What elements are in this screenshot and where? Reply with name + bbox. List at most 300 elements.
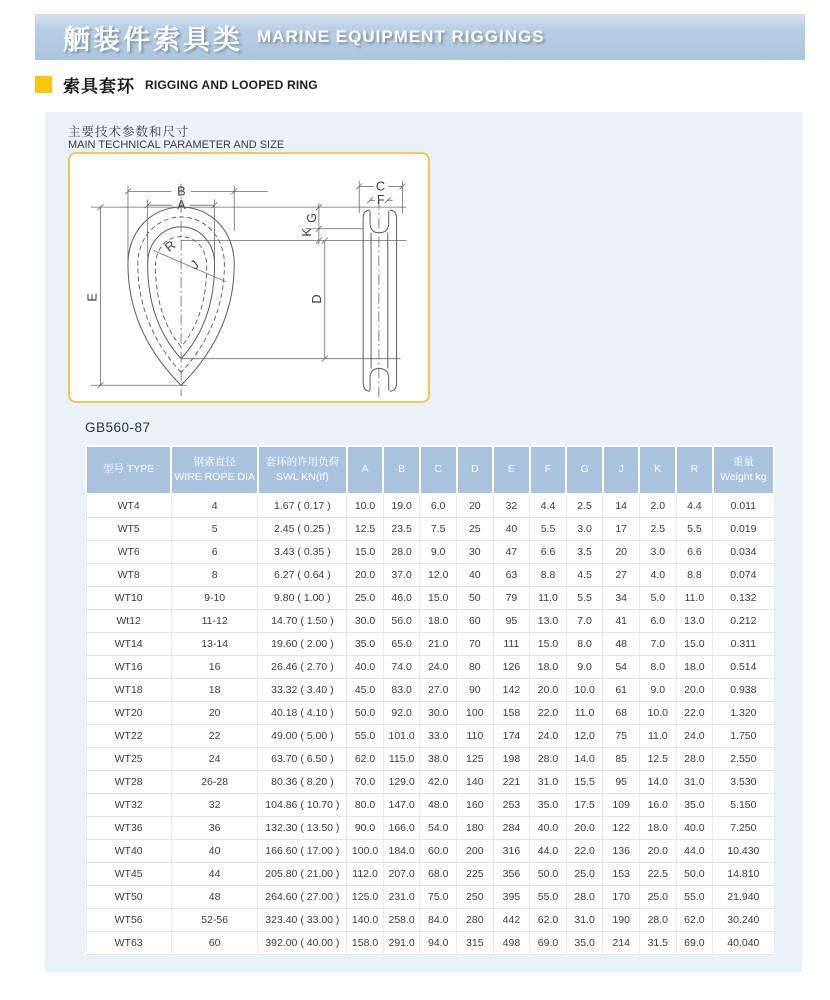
table-cell: WT14 [86, 632, 171, 655]
table-cell: 19.60 ( 2.00 ) [258, 632, 347, 655]
table-cell: 160 [457, 793, 494, 816]
table-cell: 80.36 ( 8.20 ) [258, 770, 347, 793]
table-cell: 20 [171, 701, 258, 724]
table-cell: 264.60 ( 27.00 ) [258, 885, 347, 908]
table-cell: 25.0 [347, 586, 384, 609]
table-cell: 205.80 ( 21.00 ) [258, 862, 347, 885]
table-cell: 20.0 [676, 678, 713, 701]
table-cell: WT45 [86, 862, 171, 885]
table-cell: 32 [171, 793, 258, 816]
column-header: J [603, 446, 640, 494]
dim-label-J: J [187, 256, 202, 273]
table-cell: 170 [603, 885, 640, 908]
table-cell: 68 [603, 701, 640, 724]
table-cell: 3.0 [566, 517, 603, 540]
table-cell: 44 [171, 862, 258, 885]
table-cell: 15.0 [530, 632, 567, 655]
table-cell: WT16 [86, 655, 171, 678]
table-cell: 12.5 [347, 517, 384, 540]
table-cell: 104.86 ( 10.70 ) [258, 793, 347, 816]
table-cell: 50.0 [347, 701, 384, 724]
table-cell: 253 [493, 793, 530, 816]
table-row [86, 862, 774, 885]
table-cell: 7.0 [566, 609, 603, 632]
table-cell: 26.46 ( 2.70 ) [258, 655, 347, 678]
table-cell: 80 [457, 655, 494, 678]
table-cell: 12.5 [639, 747, 676, 770]
table-cell: 18.0 [420, 609, 457, 632]
table-cell: 20.0 [347, 563, 384, 586]
table-cell: 4.5 [566, 563, 603, 586]
table-cell: 62.0 [530, 908, 567, 931]
column-header: C [420, 446, 457, 494]
table-cell: 56.0 [383, 609, 420, 632]
table-cell: 24.0 [420, 655, 457, 678]
table-cell: 5.0 [639, 586, 676, 609]
column-header: G [566, 446, 603, 494]
table-cell: 6 [171, 540, 258, 563]
table-cell: 22 [171, 724, 258, 747]
column-header: F [530, 446, 567, 494]
table-cell: 55.0 [676, 885, 713, 908]
table-cell: 184.0 [383, 839, 420, 862]
table-cell: WT56 [86, 908, 171, 931]
table-cell: 158.0 [347, 931, 384, 954]
table-cell: 10.0 [639, 701, 676, 724]
table-cell: 16.0 [639, 793, 676, 816]
table-cell: 7.5 [420, 517, 457, 540]
table-cell: 9.0 [420, 540, 457, 563]
table-cell: 142 [493, 678, 530, 701]
yellow-bullet-icon [35, 76, 52, 93]
column-header: E [493, 446, 530, 494]
table-cell: 14 [603, 494, 640, 517]
table-cell: 44.0 [676, 839, 713, 862]
table-cell: 3.5 [566, 540, 603, 563]
table-cell: 7.0 [639, 632, 676, 655]
table-cell: 85 [603, 747, 640, 770]
table-cell: 28.0 [566, 885, 603, 908]
table-cell: 40.0 [676, 816, 713, 839]
table-cell: 95 [493, 609, 530, 632]
table-cell: 94.0 [420, 931, 457, 954]
table-cell: 0.034 [713, 540, 774, 563]
table-cell: 0.132 [713, 586, 774, 609]
table-cell: 21.940 [713, 885, 774, 908]
table-cell: 132.30 ( 13.50 ) [258, 816, 347, 839]
table-row [86, 540, 774, 563]
thimble-drawing [70, 154, 428, 401]
table-cell: 5.5 [530, 517, 567, 540]
table-cell: 2.550 [713, 747, 774, 770]
table-cell: 6.0 [420, 494, 457, 517]
dim-label-G: G [303, 212, 319, 223]
column-header: B [383, 446, 420, 494]
table-cell: 19.0 [383, 494, 420, 517]
table-cell: 153 [603, 862, 640, 885]
table-cell: WT50 [86, 885, 171, 908]
table-cell: 250 [457, 885, 494, 908]
table-cell: 55.0 [530, 885, 567, 908]
table-cell: 11.0 [566, 701, 603, 724]
table-cell: 101.0 [383, 724, 420, 747]
table-row [86, 747, 774, 770]
table-row [86, 908, 774, 931]
table-cell: 25 [457, 517, 494, 540]
table-cell: 54.0 [420, 816, 457, 839]
table-cell: 9-10 [171, 586, 258, 609]
table-cell: 225 [457, 862, 494, 885]
table-row [86, 701, 774, 724]
table-cell: 13-14 [171, 632, 258, 655]
table-cell: 42.0 [420, 770, 457, 793]
table-cell: WT18 [86, 678, 171, 701]
table-cell: 14.0 [566, 747, 603, 770]
table-cell: 280 [457, 908, 494, 931]
table-cell: 20.0 [530, 678, 567, 701]
table-row [86, 816, 774, 839]
section-heading [35, 72, 318, 97]
table-cell: 115.0 [383, 747, 420, 770]
table-cell: 221 [493, 770, 530, 793]
table-cell: 35.0 [566, 931, 603, 954]
table-cell: 70.0 [347, 770, 384, 793]
table-cell: 40 [457, 563, 494, 586]
table-cell: 24.0 [676, 724, 713, 747]
table-cell: 31.0 [676, 770, 713, 793]
table-cell: 18.0 [639, 816, 676, 839]
table-cell: 5 [171, 517, 258, 540]
table-row [86, 494, 774, 517]
table-cell: 20 [603, 540, 640, 563]
column-header: R [676, 446, 713, 494]
dim-label-D: D [308, 294, 324, 304]
table-cell: 32 [493, 494, 530, 517]
table-cell: 54 [603, 655, 640, 678]
table-cell: 35.0 [530, 793, 567, 816]
table-cell: 23.5 [383, 517, 420, 540]
table-cell: 1.750 [713, 724, 774, 747]
table-cell: 8.0 [566, 632, 603, 655]
table-cell: 48 [603, 632, 640, 655]
table-cell: 31.5 [639, 931, 676, 954]
table-cell: 3.530 [713, 770, 774, 793]
table-cell: 47 [493, 540, 530, 563]
table-cell: 190 [603, 908, 640, 931]
table-cell: 41 [603, 609, 640, 632]
table-cell: 9.0 [639, 678, 676, 701]
table-cell: 356 [493, 862, 530, 885]
table-cell: 84.0 [420, 908, 457, 931]
table-cell: 60.0 [420, 839, 457, 862]
table-row [86, 632, 774, 655]
table-cell: 442 [493, 908, 530, 931]
table-cell: 174 [493, 724, 530, 747]
table-cell: 40 [493, 517, 530, 540]
table-cell: 0.311 [713, 632, 774, 655]
table-cell: 14.0 [639, 770, 676, 793]
table-cell: 11.0 [530, 586, 567, 609]
table-cell: 109 [603, 793, 640, 816]
table-cell: 69.0 [530, 931, 567, 954]
table-cell: 79 [493, 586, 530, 609]
table-cell: 22.0 [530, 701, 567, 724]
table-cell: 0.938 [713, 678, 774, 701]
table-cell: 125 [457, 747, 494, 770]
table-row [86, 609, 774, 632]
table-cell: 20.0 [566, 816, 603, 839]
table-cell: 4.4 [676, 494, 713, 517]
table-cell: WT6 [86, 540, 171, 563]
standard-code: GB560-87 [85, 420, 151, 435]
table-cell: 0.074 [713, 563, 774, 586]
table-row [86, 655, 774, 678]
table-cell: 14.70 ( 1.50 ) [258, 609, 347, 632]
table-cell: 24.0 [530, 724, 567, 747]
table-cell: 48 [171, 885, 258, 908]
banner-title-zh: 舾装件索具类 [63, 24, 243, 55]
table-cell: 136 [603, 839, 640, 862]
table-cell: 392.00 ( 40.00 ) [258, 931, 347, 954]
table-cell: 62.0 [676, 908, 713, 931]
table-cell: 0.011 [713, 494, 774, 517]
table-row [86, 563, 774, 586]
table-cell: 28.0 [676, 747, 713, 770]
dim-label-E: E [84, 293, 100, 302]
table-cell: 8.8 [676, 563, 713, 586]
subtitle-en: MAIN TECHNICAL PARAMETER AND SIZE [68, 139, 285, 151]
table-row [86, 724, 774, 747]
table-cell: 0.514 [713, 655, 774, 678]
table-cell: 6.0 [639, 609, 676, 632]
table-cell: 15.0 [676, 632, 713, 655]
table-cell: 15.0 [347, 540, 384, 563]
table-cell: 34 [603, 586, 640, 609]
table-cell: 323.40 ( 33.00 ) [258, 908, 347, 931]
table-cell: 125.0 [347, 885, 384, 908]
table-cell: 4.4 [530, 494, 567, 517]
table-cell: 8.8 [530, 563, 567, 586]
section-title-en: RIGGING AND LOOPED RING [145, 77, 318, 92]
table-cell: 122 [603, 816, 640, 839]
table-cell: 3.43 ( 0.35 ) [258, 540, 347, 563]
table-header-row [86, 446, 774, 494]
table-cell: 28.0 [530, 747, 567, 770]
table-cell: 90 [457, 678, 494, 701]
table-row [86, 678, 774, 701]
table-row [86, 885, 774, 908]
table-cell: 258.0 [383, 908, 420, 931]
table-cell: 231.0 [383, 885, 420, 908]
table-cell: 68.0 [420, 862, 457, 885]
table-cell: 60 [171, 931, 258, 954]
table-cell: WT5 [86, 517, 171, 540]
table-cell: 284 [493, 816, 530, 839]
table-cell: 62.0 [347, 747, 384, 770]
table-row [86, 793, 774, 816]
dim-label-R: R [161, 237, 179, 255]
table-cell: 30.0 [420, 701, 457, 724]
table-cell: WT25 [86, 747, 171, 770]
table-cell: 214 [603, 931, 640, 954]
table-cell: 50.0 [530, 862, 567, 885]
table-cell: 5.150 [713, 793, 774, 816]
table-cell: 44.0 [530, 839, 567, 862]
table-cell: 18 [171, 678, 258, 701]
table-row [86, 517, 774, 540]
table-cell: 15.0 [420, 586, 457, 609]
table-cell: 110 [457, 724, 494, 747]
table-cell: 11.0 [639, 724, 676, 747]
table-cell: 55.0 [347, 724, 384, 747]
table-cell: 30.0 [347, 609, 384, 632]
table-cell: 8.0 [639, 655, 676, 678]
table-cell: 46.0 [383, 586, 420, 609]
table-cell: 13.0 [530, 609, 567, 632]
table-cell: 3.0 [639, 540, 676, 563]
table-cell: 11-12 [171, 609, 258, 632]
table-cell: 2.45 ( 0.25 ) [258, 517, 347, 540]
table-cell: WT36 [86, 816, 171, 839]
column-header: K [639, 446, 676, 494]
banner-title-en: MARINE EQUIPMENT RIGGINGS [257, 27, 545, 46]
table-cell: WT40 [86, 839, 171, 862]
table-cell: 35.0 [347, 632, 384, 655]
table-cell: 6.6 [530, 540, 567, 563]
column-header: A [347, 446, 384, 494]
table-cell: WT63 [86, 931, 171, 954]
dim-label-C: C [375, 178, 386, 194]
dim-label-B: B [177, 183, 186, 199]
table-cell: Wt12 [86, 609, 171, 632]
table-cell: 316 [493, 839, 530, 862]
table-cell: 60 [457, 609, 494, 632]
table-cell: 5.5 [566, 586, 603, 609]
table-cell: 28.0 [639, 908, 676, 931]
table-cell: WT20 [86, 701, 171, 724]
spec-table-wrap [85, 445, 775, 955]
table-cell: 50 [457, 586, 494, 609]
table-cell: 27.0 [420, 678, 457, 701]
dim-label-A: A [177, 197, 186, 213]
table-cell: 6.27 ( 0.64 ) [258, 563, 347, 586]
table-cell: 22.0 [676, 701, 713, 724]
section-title-zh: 索具套环 [63, 77, 135, 96]
table-cell: WT22 [86, 724, 171, 747]
table-cell: 10.0 [566, 678, 603, 701]
table-cell: WT28 [86, 770, 171, 793]
column-header: 钢索直径 WIRE ROPE DIA [171, 446, 258, 494]
table-cell: 70 [457, 632, 494, 655]
table-cell: 5.5 [676, 517, 713, 540]
table-cell: 1.320 [713, 701, 774, 724]
table-cell: 166.0 [383, 816, 420, 839]
table-cell: 2.0 [639, 494, 676, 517]
table-cell: 395 [493, 885, 530, 908]
table-cell: WT4 [86, 494, 171, 517]
table-cell: 31.0 [530, 770, 567, 793]
content-panel [45, 112, 802, 972]
table-cell: 18.0 [676, 655, 713, 678]
table-cell: 9.0 [566, 655, 603, 678]
table-cell: 6.6 [676, 540, 713, 563]
table-cell: 95 [603, 770, 640, 793]
table-cell: 33.0 [420, 724, 457, 747]
table-row [86, 839, 774, 862]
table-cell: 21.0 [420, 632, 457, 655]
table-cell: 33.32 ( 3.40 ) [258, 678, 347, 701]
spec-table [85, 445, 775, 955]
table-cell: 4.0 [639, 563, 676, 586]
table-cell: 50.0 [676, 862, 713, 885]
table-cell: 291.0 [383, 931, 420, 954]
table-cell: 13.0 [676, 609, 713, 632]
table-cell: 100 [457, 701, 494, 724]
table-cell: 75 [603, 724, 640, 747]
table-cell: 14.810 [713, 862, 774, 885]
table-cell: 24 [171, 747, 258, 770]
table-cell: 30.240 [713, 908, 774, 931]
table-cell: 9.80 ( 1.00 ) [258, 586, 347, 609]
table-cell: 315 [457, 931, 494, 954]
table-cell: 17 [603, 517, 640, 540]
table-cell: 40.18 ( 4.10 ) [258, 701, 347, 724]
table-cell: 69.0 [676, 931, 713, 954]
table-cell: 158 [493, 701, 530, 724]
table-row [86, 586, 774, 609]
table-cell: 25.0 [639, 885, 676, 908]
table-cell: 37.0 [383, 563, 420, 586]
table-cell: 80.0 [347, 793, 384, 816]
table-cell: 20.0 [639, 839, 676, 862]
table-cell: 200 [457, 839, 494, 862]
column-header: 重量 Weight kg [713, 446, 774, 494]
table-cell: 8 [171, 563, 258, 586]
table-cell: 48.0 [420, 793, 457, 816]
table-cell: 147.0 [383, 793, 420, 816]
table-body [86, 494, 774, 954]
table-cell: 38.0 [420, 747, 457, 770]
table-cell: 83.0 [383, 678, 420, 701]
table-cell: 20 [457, 494, 494, 517]
table-row [86, 931, 774, 954]
dim-label-K: K [298, 228, 314, 237]
table-cell: 2.5 [639, 517, 676, 540]
table-cell: 75.0 [420, 885, 457, 908]
table-cell: 10.0 [347, 494, 384, 517]
table-cell: 40 [171, 839, 258, 862]
table-cell: 22.5 [639, 862, 676, 885]
table-cell: 63 [493, 563, 530, 586]
table-cell: 17.5 [566, 793, 603, 816]
table-cell: 90.0 [347, 816, 384, 839]
table-cell: 30 [457, 540, 494, 563]
table-cell: WT10 [86, 586, 171, 609]
table-cell: 27 [603, 563, 640, 586]
table-cell: 207.0 [383, 862, 420, 885]
table-cell: 40.040 [713, 931, 774, 954]
table-cell: 74.0 [383, 655, 420, 678]
table-cell: 35.0 [676, 793, 713, 816]
table-cell: 49.00 ( 5.00 ) [258, 724, 347, 747]
table-cell: 52-56 [171, 908, 258, 931]
column-header: 型号 TYPE [86, 446, 171, 494]
table-cell: 26-28 [171, 770, 258, 793]
table-cell: 40.0 [530, 816, 567, 839]
technical-drawing-box [68, 152, 430, 403]
table-cell: 112.0 [347, 862, 384, 885]
table-cell: 140 [457, 770, 494, 793]
